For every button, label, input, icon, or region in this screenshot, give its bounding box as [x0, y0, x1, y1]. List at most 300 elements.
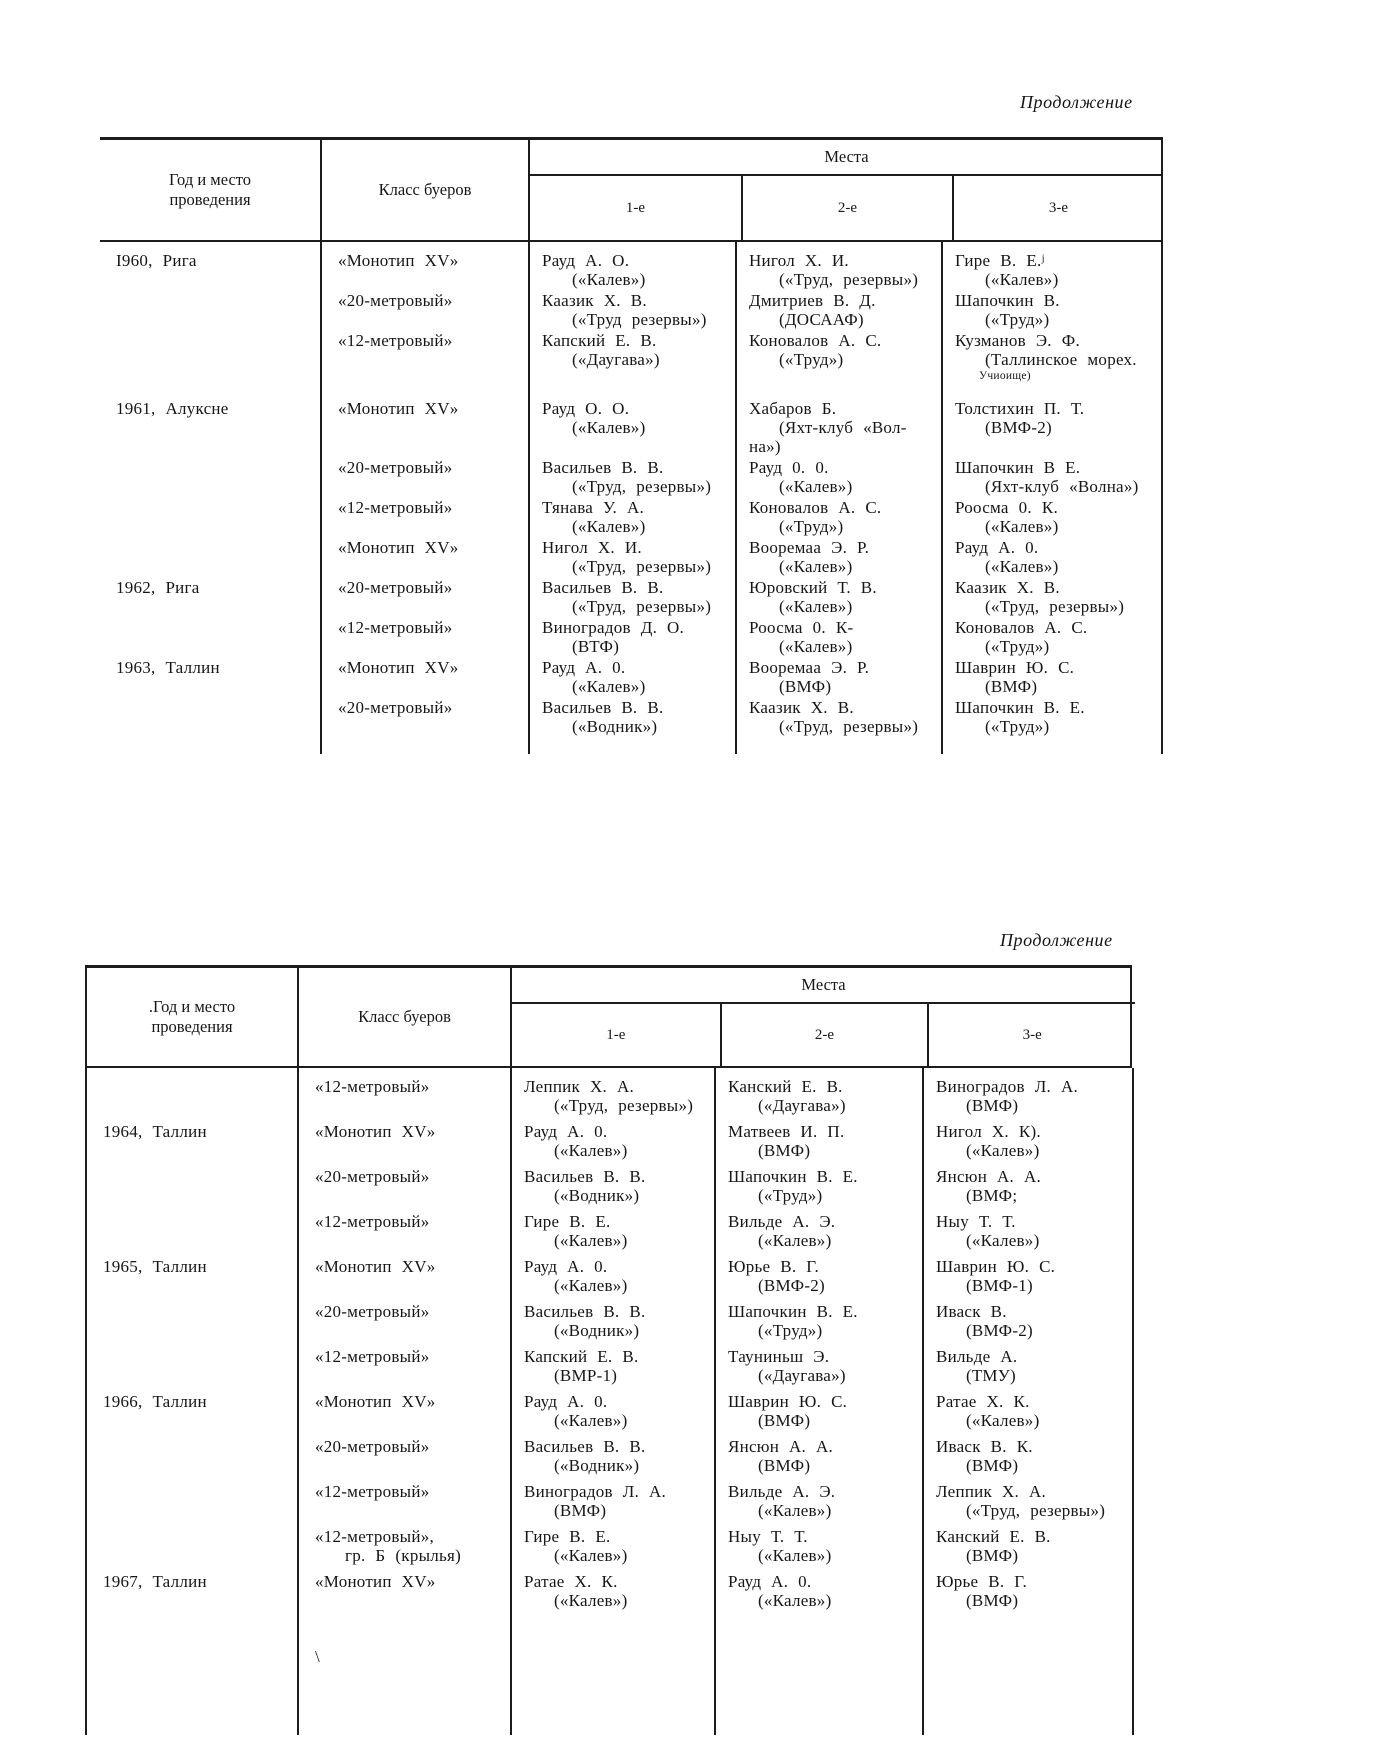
header-places-group	[528, 140, 1163, 240]
text-line: (Таллинское морех.	[985, 350, 1137, 369]
text-line: «Монотип XV»	[338, 399, 459, 418]
text-line: «Монотип XV»	[315, 1122, 436, 1141]
cell-place-1	[528, 578, 735, 618]
text-line: 1966, Таллин	[103, 1392, 207, 1411]
header-year-place	[100, 140, 320, 240]
text-line: Нигол Х. К).	[936, 1122, 1041, 1141]
cell-year	[87, 1302, 297, 1347]
cell-place-1	[528, 658, 735, 698]
cell-year	[100, 618, 320, 658]
cell-place-2	[735, 658, 941, 698]
cell-year	[87, 1068, 297, 1122]
text-line: («Калев»)	[779, 637, 853, 656]
cell-place-1	[510, 1302, 714, 1347]
filler-cell	[100, 738, 320, 754]
cell-place-3	[941, 291, 1163, 331]
text-line: «12-метровый»	[315, 1077, 430, 1096]
text-line: Хабаров Б.	[749, 399, 837, 418]
cell-place-3	[941, 578, 1163, 618]
text-line: Коновалов А. С.	[749, 331, 882, 350]
cell-place-3	[922, 1572, 1134, 1617]
cell-class	[297, 1068, 510, 1122]
cell-place-2	[735, 458, 941, 498]
cell-place-1	[528, 698, 735, 738]
cell-place-2	[735, 291, 941, 331]
text-line: («Калев»)	[966, 1141, 1040, 1160]
text-line: Коновалов А. С.	[955, 618, 1088, 637]
text-line: («Труд»)	[758, 1186, 823, 1205]
text-line: Шапочкин В. Е.	[955, 698, 1085, 717]
text-line: Канский Е. В.	[728, 1077, 843, 1096]
text-line: («Труд, резервы»)	[572, 597, 712, 616]
text-line: Ратае Х. К.	[936, 1392, 1030, 1411]
header-place-1: 1-е	[625, 199, 646, 216]
text-line: «12-метровый»	[315, 1212, 430, 1231]
text-line: Капский Е. В.	[542, 331, 657, 350]
cell-class	[320, 458, 528, 498]
text-line: Шапочкин В. Е.	[728, 1302, 858, 1321]
text-line: («Даугава»)	[758, 1366, 846, 1385]
text-line: (ВМФ)	[966, 1546, 1019, 1565]
text-line: Коновалов А. С.	[749, 498, 882, 517]
cell-place-1	[510, 1617, 714, 1673]
text-line: «20-метровый»	[338, 458, 453, 477]
text-line: («Водник»)	[554, 1321, 640, 1340]
text-line: Леппик Х. А.	[936, 1482, 1047, 1501]
text-line: (ВМФ)	[758, 1456, 811, 1475]
header-place-2: 2-е	[741, 176, 952, 240]
cell-place-2	[714, 1482, 922, 1527]
cell-year	[100, 386, 320, 458]
cell-year	[87, 1257, 297, 1302]
text-line: I960, Рига	[116, 251, 197, 270]
text-line: Рауд О. О.	[542, 399, 630, 418]
cell-place-3	[922, 1212, 1134, 1257]
cell-place-2	[714, 1392, 922, 1437]
text-line: Васильев В. В.	[542, 458, 664, 477]
text-line: («Труд»)	[985, 717, 1050, 736]
cell-place-3	[922, 1347, 1134, 1392]
cell-place-1	[528, 618, 735, 658]
header-place-3: 3-е	[927, 1004, 1135, 1066]
text-line: («Калев»)	[554, 1546, 628, 1565]
header-class: Класс буеров	[320, 140, 528, 240]
cell-place-2	[714, 1347, 922, 1392]
cell-class	[320, 538, 528, 578]
text-line: («Труд, резервы»)	[985, 597, 1125, 616]
text-line: Вооремаа Э. Р.	[749, 538, 870, 557]
cell-place-1	[528, 291, 735, 331]
text-line: («Калев»)	[758, 1546, 832, 1565]
text-line: («Калев»)	[572, 677, 646, 696]
cell-class	[320, 386, 528, 458]
text-line: 1963, Таллин	[116, 658, 220, 677]
cell-class	[297, 1257, 510, 1302]
filler-cell	[320, 738, 528, 754]
header-place-2: 2-е	[720, 1004, 928, 1066]
header-class: Класс буеров	[297, 968, 510, 1066]
cell-place-2	[714, 1527, 922, 1572]
cell-place-1	[510, 1392, 714, 1437]
filler-cell	[528, 738, 735, 754]
cell-place-2	[735, 331, 941, 386]
text-line: Ныу Т. Т.	[936, 1212, 1016, 1231]
text-line: «12-метровый»	[338, 498, 453, 517]
text-line: «20-метровый»	[315, 1437, 430, 1456]
text-line: Матвеев И. П.	[728, 1122, 845, 1141]
cell-year	[100, 698, 320, 738]
cell-class	[320, 578, 528, 618]
cell-place-1	[510, 1437, 714, 1482]
cell-class	[297, 1347, 510, 1392]
header-year-line1: .Год и место	[148, 997, 236, 1016]
cell-class	[297, 1437, 510, 1482]
text-line: Шапочкин В.	[955, 291, 1060, 310]
text-line: Виноградов Д. О.	[542, 618, 685, 637]
text-line: («Труд, резервы»)	[572, 557, 712, 576]
text-line: Виноградов Л. А.	[524, 1482, 666, 1501]
text-line: («Калев»)	[554, 1231, 628, 1250]
text-line: «Монотип XV»	[315, 1257, 436, 1276]
cell-class	[320, 331, 528, 386]
text-line: Васильев В. В.	[542, 698, 664, 717]
text-line: («Калев»)	[966, 1411, 1040, 1430]
cell-place-2	[714, 1302, 922, 1347]
cell-year	[87, 1392, 297, 1437]
text-line: «12-метровый»	[315, 1347, 430, 1366]
table-1-body	[100, 242, 1163, 754]
cell-class	[297, 1527, 510, 1572]
text-line: Гире В. Е.	[524, 1212, 611, 1231]
header-year-line1: Год и место	[168, 170, 252, 189]
filler-cell	[87, 1673, 297, 1735]
cell-place-3	[941, 242, 1163, 291]
text-line: («Калев»)	[554, 1591, 628, 1610]
cell-place-1	[510, 1482, 714, 1527]
cell-year	[100, 331, 320, 386]
text-line: (ВМФ-2)	[985, 418, 1052, 437]
text-line: («Калев»)	[758, 1591, 832, 1610]
text-line: «Монотип XV»	[338, 658, 459, 677]
text-line: Ныу Т. Т.	[728, 1527, 808, 1546]
cell-place-1	[528, 538, 735, 578]
cell-place-2	[714, 1617, 922, 1673]
text-line: (Яхт-клуб «Вол-	[779, 418, 907, 437]
cell-year	[87, 1437, 297, 1482]
cell-place-1	[510, 1257, 714, 1302]
text-line: Рауд А. 0.	[955, 538, 1039, 557]
text-line: 1961, Алуксне	[116, 399, 229, 418]
text-line: Шаврин Ю. С.	[936, 1257, 1056, 1276]
text-line: Канский Е. В.	[936, 1527, 1051, 1546]
text-line: Рауд 0. 0.	[749, 458, 829, 477]
cell-place-1	[510, 1527, 714, 1572]
cell-place-3	[922, 1122, 1134, 1167]
text-line: Каазик Х. В.	[955, 578, 1060, 597]
cell-class	[320, 698, 528, 738]
text-line: Иваск В.	[936, 1302, 1007, 1321]
cell-class	[297, 1572, 510, 1617]
cell-year	[87, 1212, 297, 1257]
cell-class	[297, 1617, 510, 1673]
text-line: Тауниньш Э.	[728, 1347, 830, 1366]
text-line: («Калев»)	[966, 1231, 1040, 1250]
table-2-body	[85, 1068, 1132, 1735]
cell-place-1	[510, 1122, 714, 1167]
text-line: («Труд»)	[985, 637, 1050, 656]
cell-year	[87, 1482, 297, 1527]
text-line: «20-метровый»	[338, 578, 453, 597]
filler-cell	[922, 1673, 1134, 1735]
cell-place-1	[510, 1572, 714, 1617]
text-line: («Труд»)	[779, 517, 844, 536]
cell-place-3	[941, 498, 1163, 538]
results-table-2	[85, 965, 1132, 1735]
text-line: Гире В. Е.ʲ	[955, 251, 1045, 270]
text-line: Тянава У. А.	[542, 498, 645, 517]
text-line: Юрье В. Г.	[728, 1257, 819, 1276]
cell-place-3	[922, 1482, 1134, 1527]
text-line: (Яхт-клуб «Волна»)	[985, 477, 1139, 496]
cell-place-2	[714, 1257, 922, 1302]
text-line: Шаврин Ю. С.	[955, 658, 1075, 677]
cell-class	[297, 1167, 510, 1212]
text-line: («Труд, резервы»)	[779, 717, 919, 736]
continuation-label-1: Продолжение	[1020, 92, 1133, 112]
cell-class	[297, 1212, 510, 1257]
cell-place-3	[922, 1068, 1134, 1122]
text-line: («Труд»)	[758, 1321, 823, 1340]
text-line: 1962, Рига	[116, 578, 200, 597]
text-line: («Водник»)	[554, 1186, 640, 1205]
text-line: гр. Б (крылья)	[345, 1546, 461, 1565]
text-line: Рауд А. 0.	[524, 1122, 608, 1141]
cell-year	[100, 242, 320, 291]
header-place-3: 3-е	[952, 176, 1163, 240]
text-line: Васильев В. В.	[542, 578, 664, 597]
text-line: («Калев»)	[554, 1141, 628, 1160]
text-line: («Калев»)	[554, 1276, 628, 1295]
text-line: (ВМФ-2)	[966, 1321, 1033, 1340]
cell-place-3	[941, 331, 1163, 386]
text-line: «Монотип XV»	[315, 1572, 436, 1591]
cell-place-2	[735, 578, 941, 618]
text-line: (ВМР-1)	[554, 1366, 618, 1385]
table-2-header	[85, 965, 1132, 1068]
text-line: «12-метровый»	[338, 618, 453, 637]
text-line: \	[315, 1647, 320, 1666]
cell-class	[297, 1122, 510, 1167]
cell-place-2	[714, 1122, 922, 1167]
text-line: Рауд А. 0.	[524, 1257, 608, 1276]
cell-place-2	[735, 698, 941, 738]
text-line: («Труд резервы»)	[572, 310, 707, 329]
text-line: Учиоище)	[979, 370, 1031, 382]
cell-year	[87, 1167, 297, 1212]
cell-place-2	[714, 1437, 922, 1482]
text-line: (ДОСААФ)	[779, 310, 864, 329]
text-line: («Водник»)	[572, 717, 658, 736]
header-places-title: Места	[530, 140, 1163, 176]
cell-year	[100, 538, 320, 578]
cell-place-3	[922, 1167, 1134, 1212]
header-year-line2: проведения	[151, 1017, 233, 1036]
cell-place-2	[714, 1068, 922, 1122]
table-1-header	[100, 137, 1163, 242]
text-line: Ратае Х. К.	[524, 1572, 618, 1591]
text-line: Леппик Х. А.	[524, 1077, 635, 1096]
cell-year	[100, 291, 320, 331]
cell-place-2	[714, 1212, 922, 1257]
cell-place-3	[941, 386, 1163, 458]
text-line: на»)	[749, 437, 781, 456]
text-line: Иваск В. К.	[936, 1437, 1033, 1456]
header-year-line2: проведения	[169, 190, 251, 209]
cell-year	[100, 458, 320, 498]
text-line: («Калев»)	[985, 517, 1059, 536]
text-line: («Калев»)	[572, 418, 646, 437]
cell-place-2	[735, 242, 941, 291]
filler-cell	[510, 1673, 714, 1735]
filler-cell	[735, 738, 941, 754]
header-place-1: 1-е	[606, 1026, 626, 1043]
cell-place-1	[528, 498, 735, 538]
text-line: («Калев»)	[554, 1411, 628, 1430]
cell-place-1	[510, 1347, 714, 1392]
cell-place-3	[922, 1617, 1134, 1673]
text-line: Васильев В. В.	[524, 1437, 646, 1456]
text-line: («Даугава»)	[758, 1096, 846, 1115]
cell-place-2	[735, 618, 941, 658]
text-line: («Водник»)	[554, 1456, 640, 1475]
text-line: («Калев»)	[779, 477, 853, 496]
text-line: («Труд, резервы»)	[554, 1096, 694, 1115]
text-line: Янсюн А. А.	[936, 1167, 1042, 1186]
cell-year	[87, 1347, 297, 1392]
filler-cell	[941, 738, 1163, 754]
text-line: «20-метровый»	[338, 291, 453, 310]
text-line: «20-метровый»	[315, 1302, 430, 1321]
text-line: 1967, Таллин	[103, 1572, 207, 1591]
text-line: («Калев»)	[758, 1231, 832, 1250]
text-line: Юрье В. Г.	[936, 1572, 1027, 1591]
text-line: «Монотип XV»	[315, 1392, 436, 1411]
text-line: (ВТФ)	[572, 637, 620, 656]
text-line: Юровский Т. В.	[749, 578, 877, 597]
text-line: Нигол Х. И.	[542, 538, 642, 557]
text-line: («Калев»)	[779, 557, 853, 576]
cell-class	[320, 242, 528, 291]
cell-place-2	[714, 1167, 922, 1212]
cell-place-2	[735, 538, 941, 578]
cell-place-3	[922, 1302, 1134, 1347]
text-line: Вильде А. Э.	[728, 1212, 836, 1231]
cell-year	[87, 1572, 297, 1617]
cell-year	[100, 658, 320, 698]
cell-class	[320, 618, 528, 658]
cell-place-1	[510, 1167, 714, 1212]
text-line: Капский Е. В.	[524, 1347, 639, 1366]
text-line: (ВМФ;	[966, 1186, 1018, 1205]
cell-place-1	[528, 242, 735, 291]
cell-place-3	[941, 698, 1163, 738]
text-line: («Калев»)	[985, 270, 1059, 289]
cell-place-3	[941, 618, 1163, 658]
text-line: Вильде А. Э.	[728, 1482, 836, 1501]
text-line: Рауд А. О.	[542, 251, 630, 270]
text-line: («Калев»)	[572, 270, 646, 289]
cell-place-1	[510, 1212, 714, 1257]
cell-class	[320, 291, 528, 331]
text-line: Васильев В. В.	[524, 1302, 646, 1321]
header-places-sub	[512, 1004, 1135, 1066]
text-line: «12-метровый»	[315, 1482, 430, 1501]
text-line: 1965, Таллин	[103, 1257, 207, 1276]
text-line: «Монотип XV»	[338, 538, 459, 557]
text-line: (ВМФ)	[966, 1591, 1019, 1610]
cell-class	[297, 1302, 510, 1347]
cell-place-2	[714, 1572, 922, 1617]
cell-place-2	[735, 386, 941, 458]
cell-place-3	[941, 538, 1163, 578]
text-line: (ВМФ)	[779, 677, 832, 696]
text-line: Вооремаа Э. Р.	[749, 658, 870, 677]
text-line: Рауд А. 0.	[728, 1572, 812, 1591]
text-line: Дмитриев В. Д.	[749, 291, 876, 310]
cell-year	[100, 498, 320, 538]
text-line: 1964, Таллин	[103, 1122, 207, 1141]
cell-class	[320, 658, 528, 698]
text-line: (ВМФ)	[966, 1096, 1019, 1115]
text-line: («Труд, резервы»)	[966, 1501, 1106, 1520]
text-line: (ВМФ)	[758, 1411, 811, 1430]
text-line: (ВМФ)	[985, 677, 1038, 696]
header-year-place	[87, 968, 297, 1066]
header-places-sub	[530, 176, 1163, 240]
text-line: (ТМУ)	[966, 1366, 1016, 1385]
text-line: Каазик Х. В.	[749, 698, 854, 717]
text-line: Шапочкин В. Е.	[728, 1167, 858, 1186]
text-line: Кузманов Э. Ф.	[955, 331, 1080, 350]
text-line: (ВМФ-2)	[758, 1276, 825, 1295]
text-line: Шаврин Ю. С.	[728, 1392, 848, 1411]
text-line: Нигол Х. И.	[749, 251, 849, 270]
text-line: («Даугава»)	[572, 350, 660, 369]
text-line: («Труд»)	[985, 310, 1050, 329]
text-line: («Калев»)	[985, 557, 1059, 576]
text-line: Виноградов Л. А.	[936, 1077, 1078, 1096]
text-line: («Труд»)	[779, 350, 844, 369]
cell-year	[87, 1527, 297, 1572]
text-line: (ВМФ)	[758, 1141, 811, 1160]
header-places-title: Места	[512, 968, 1135, 1004]
text-line: «12-метровый»,	[315, 1527, 434, 1546]
text-line: Гире В. Е.	[524, 1527, 611, 1546]
text-line: Янсюн А. А.	[728, 1437, 834, 1456]
text-line: «20-метровый»	[315, 1167, 430, 1186]
text-line: Роосма 0. К-	[749, 618, 854, 637]
filler-cell	[297, 1673, 510, 1735]
text-line: Каазик Х. В.	[542, 291, 647, 310]
text-line: («Калев»)	[758, 1501, 832, 1520]
text-line: Шапочкин В Е.	[955, 458, 1081, 477]
cell-year	[87, 1122, 297, 1167]
text-line: «12-метровый»	[338, 331, 453, 350]
text-line: «Монотип XV»	[338, 251, 459, 270]
text-line: («Калев»)	[572, 517, 646, 536]
cell-place-3	[941, 458, 1163, 498]
cell-class	[320, 498, 528, 538]
